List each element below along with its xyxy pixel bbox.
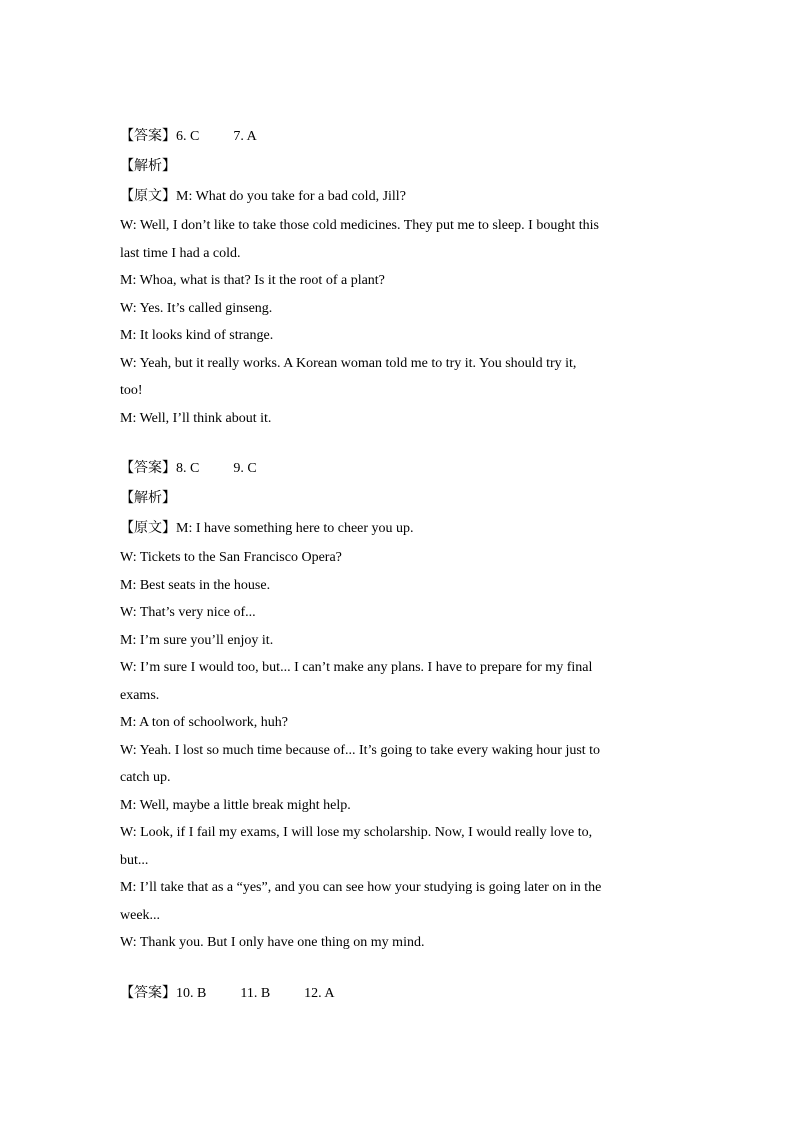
dialogue-line: M: What do you take for a bad cold, Jill? <box>176 189 406 204</box>
analysis-label: 【解析】 <box>120 159 176 174</box>
answer-item: 9. C <box>233 461 257 476</box>
dialogue-line: M: A ton of schoolwork, huh? <box>120 715 288 730</box>
dialogue-line: W: Yes. It’s called ginseng. <box>120 300 273 316</box>
dialogue-line: M: Well, maybe a little break might help. <box>120 797 351 813</box>
dialogue-line: last time I had a cold. <box>120 245 241 261</box>
dialogue-line: M: Best seats in the house. <box>120 577 271 593</box>
dialogue-line: W: Yeah. I lost so much time because of... It’s going to take every waking hour just to <box>120 742 601 758</box>
dialogue-line: too! <box>120 383 143 398</box>
answer-line <box>120 122 676 152</box>
answer-label: 【答案】 <box>120 985 176 1001</box>
answer-item: 11. B <box>240 985 271 1001</box>
transcript-label: 【原文】 <box>120 521 176 536</box>
answer-label: 【答案】 <box>120 461 176 476</box>
answer-item: 8. C <box>176 461 200 476</box>
dialogue-line: M: Whoa, what is that? Is it the root of a plant? <box>120 273 385 288</box>
dialogue-line: W: Yeah, but it really works. A Korean woman told me to try it. You should try it, <box>120 355 577 371</box>
dialogue-line: W: I’m sure I would too, but... I can’t make any plans. I have to prepare for my final <box>120 660 593 675</box>
dialogue-line: M: It looks kind of strange. <box>120 328 274 343</box>
answer-section-2 <box>120 454 676 957</box>
dialogue-line: but... <box>120 852 149 868</box>
answer-item: 12. A <box>304 985 335 1001</box>
answer-item: 7. A <box>233 129 257 144</box>
document-body <box>120 122 676 1009</box>
answer-line <box>120 979 676 1009</box>
answer-line <box>120 454 676 484</box>
dialogue-line: W: Look, if I fail my exams, I will lose my scholarship. Now, I would really love to, <box>120 825 593 840</box>
dialogue-line: catch up. <box>120 770 171 785</box>
dialogue-line: M: I’m sure you’ll enjoy it. <box>120 632 274 648</box>
dialogue-line: W: Thank you. But I only have one thing on my mind. <box>120 935 425 950</box>
dialogue-line: M: I’ll take that as a “yes”, and you can see how your studying is going later on in the <box>120 880 602 895</box>
analysis-label: 【解析】 <box>120 491 176 506</box>
answer-label: 【答案】 <box>120 129 176 144</box>
answer-section-1 <box>120 122 676 432</box>
dialogue-line: M: I have something here to cheer you up. <box>176 521 414 536</box>
dialogue-line: W: Well, I don’t like to take those cold medicines. They put me to sleep. I bought this <box>120 218 599 233</box>
dialogue-line: exams. <box>120 687 160 703</box>
dialogue-line: W: Tickets to the San Francisco Opera? <box>120 550 342 565</box>
transcript-label: 【原文】 <box>120 189 176 204</box>
answer-item: 6. C <box>176 129 200 144</box>
dialogue-line: M: Well, I’ll think about it. <box>120 410 272 426</box>
answer-section-3 <box>120 979 676 1009</box>
transcript-first-line <box>120 514 676 544</box>
dialogue-line: W: That’s very nice of... <box>120 605 256 620</box>
dialogue-line: week... <box>120 907 161 923</box>
transcript-first-line <box>120 182 676 212</box>
answer-item: 10. B <box>176 985 207 1001</box>
